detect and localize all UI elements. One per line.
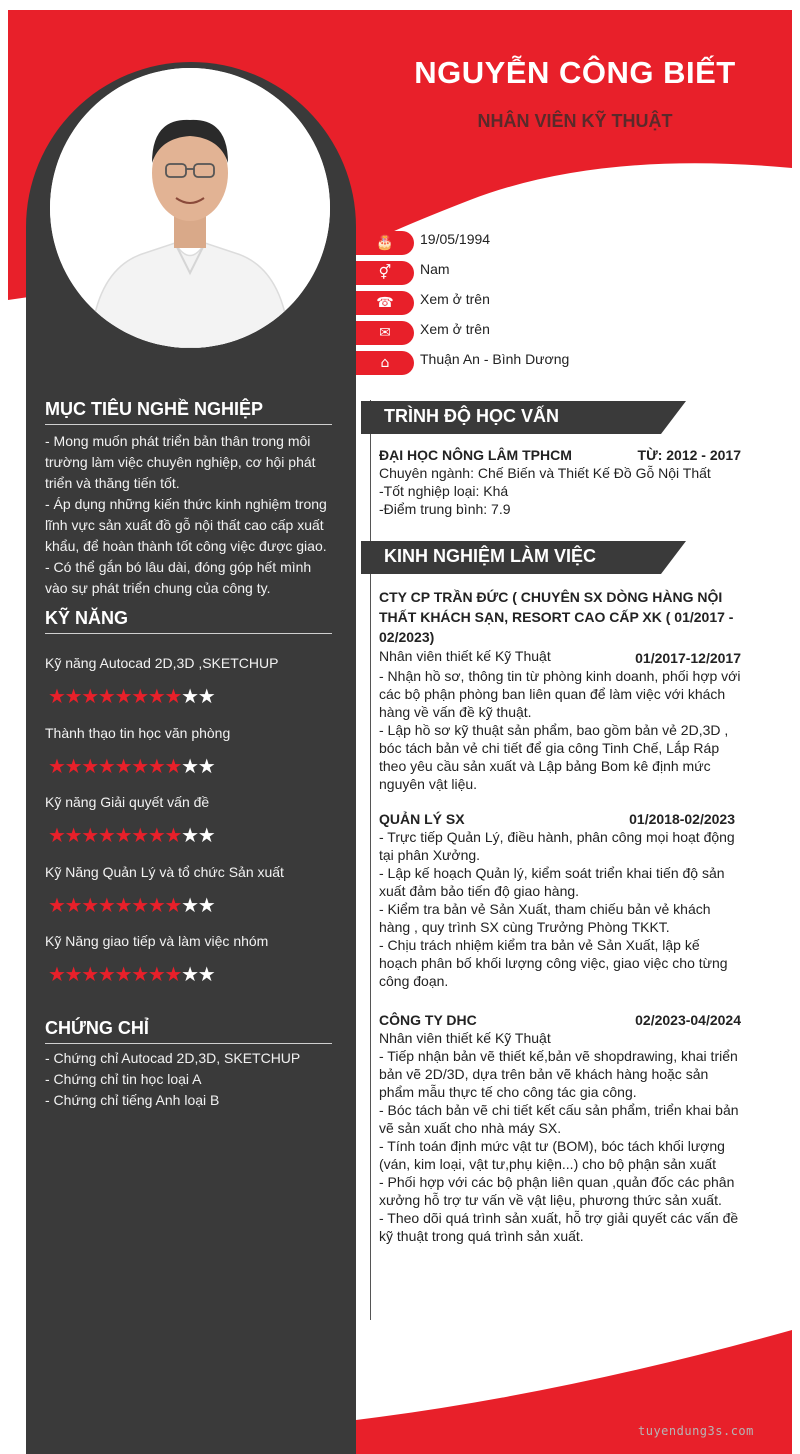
- certificate-item: - Chứng chỉ Autocad 2D,3D, SKETCHUP: [45, 1050, 301, 1066]
- star-filled-icon: ★: [81, 754, 98, 778]
- education-period: TỪ: 2012 - 2017: [637, 447, 741, 463]
- star-filled-icon: ★: [48, 962, 65, 986]
- star-filled-icon: ★: [147, 684, 165, 708]
- job-period: 01/2018-02/2023: [629, 811, 735, 827]
- phone-value: Xem ở trên: [420, 291, 490, 307]
- skill-label: Kỹ năng Autocad 2D,3D ,SKETCHUP: [45, 655, 279, 671]
- star-filled-icon: ★: [114, 962, 132, 986]
- skill-rating: [48, 893, 214, 917]
- star-empty-icon: ★: [181, 893, 198, 917]
- education-banner: [361, 401, 686, 434]
- job-duty: - Lập hồ sơ kỹ thuật sản phẩm, bao gồm bản vẻ 2D,3D , bóc tách bản vẻ chi tiết để gia công Tinh Chế, Lắp Ráp theo yêu cầu sản xuất và Lập bảng Bom kê định mức nguyên vật liệu.: [379, 722, 729, 792]
- star-filled-icon: ★: [97, 684, 115, 708]
- job-duty: - Tiếp nhận bản vẽ thiết kế,bản vẽ shopdrawing, khai triển bản vẽ 2D/3D, dựa trên bản vẽ khách hàng hoặc sản phẩm mẫu thực tế cho công tác gia công.: [379, 1048, 738, 1100]
- skill-label: Kỹ Năng Quản Lý và tổ chức Sản xuất: [45, 864, 284, 880]
- education-heading: TRÌNH ĐỘ HỌC VẤN: [384, 406, 559, 426]
- star-filled-icon: ★: [81, 893, 98, 917]
- skill-rating: [48, 684, 214, 708]
- job-duty: - Lập kế hoạch Quản lý, kiểm soát triển khai tiến độ sản xuất đảm bảo tiến độ giao hàng.: [379, 865, 725, 899]
- star-filled-icon: ★: [114, 754, 132, 778]
- star-filled-icon: ★: [64, 754, 82, 778]
- star-filled-icon: ★: [131, 684, 148, 708]
- education-line: -Điểm trung bình: 7.9: [379, 501, 511, 517]
- experience-banner: [361, 541, 686, 574]
- education-line: -Tốt nghiệp loại: Khá: [379, 483, 509, 499]
- star-empty-icon: ★: [197, 754, 215, 778]
- job-period: 02/2023-04/2024: [635, 1012, 741, 1028]
- star-filled-icon: ★: [147, 962, 165, 986]
- skill-label: Thành thạo tin học văn phòng: [45, 725, 231, 741]
- job-duty: - Theo dõi quá trình sản xuất, hỗ trợ giải quyết các vấn đề kỹ thuật trong quá trình sản xuất.: [379, 1210, 739, 1244]
- star-empty-icon: ★: [197, 823, 215, 847]
- email-icon: ✉: [356, 321, 414, 345]
- gender-value: Nam: [420, 261, 450, 277]
- education-block: [379, 446, 741, 518]
- star-filled-icon: ★: [164, 893, 182, 917]
- star-filled-icon: ★: [131, 754, 148, 778]
- star-empty-icon: ★: [181, 684, 198, 708]
- star-filled-icon: ★: [114, 823, 132, 847]
- star-filled-icon: ★: [81, 684, 98, 708]
- objective-text: [45, 431, 335, 599]
- education-line: Chuyên ngành: Chế Biến và Thiết Kế Đồ Gỗ Nội Thất: [379, 465, 711, 481]
- job-period: 01/2017-12/2017: [635, 650, 741, 666]
- star-filled-icon: ★: [114, 893, 132, 917]
- skill-label: Kỹ năng Giải quyết vấn đề: [45, 794, 210, 810]
- email-value: Xem ở trên: [420, 321, 490, 337]
- star-filled-icon: ★: [64, 684, 82, 708]
- phone-icon: ☎: [356, 291, 414, 315]
- star-empty-icon: ★: [181, 754, 198, 778]
- timeline-line: [370, 400, 371, 1320]
- job-duty: - Nhận hồ sơ, thông tin từ phòng kinh doanh, phối hợp với các bộ phận phòng ban liên quan để làm việc với khách hàng về vấn đề kỹ thuật.: [379, 668, 741, 720]
- company-name: CÔNG TY DHC: [379, 1012, 477, 1028]
- skill-rating: [48, 754, 214, 778]
- objective-line: - Có thể gắn bó lâu dài, đóng góp hết mình vào sự phát triển chung của công ty.: [45, 559, 312, 596]
- job-position: Nhân viên thiết kế Kỹ Thuật: [379, 648, 551, 664]
- profile-photo: [50, 68, 330, 348]
- star-filled-icon: ★: [48, 893, 65, 917]
- gender-icon: ⚥: [356, 261, 414, 285]
- star-filled-icon: ★: [48, 823, 65, 847]
- watermark: tuyendung3s.com: [638, 1424, 754, 1438]
- birthday-cake-icon: 🎂: [356, 231, 414, 255]
- objective-line: - Áp dụng những kiến thức kinh nghiệm trong lĩnh vực sản xuất đồ gỗ nội thất cao cấp xuất khẩu, để hoàn thành tốt công việc được giao.: [45, 496, 327, 554]
- certificates-heading: CHỨNG CHỈ: [45, 1018, 332, 1044]
- star-filled-icon: ★: [81, 823, 98, 847]
- job-entry: [379, 587, 741, 793]
- home-icon: ⌂: [356, 351, 414, 375]
- school-name: ĐẠI HỌC NÔNG LÂM TPHCM: [379, 447, 572, 463]
- job-duty: - Tính toán định mức vật tư (BOM), bóc tách khối lượng (ván, kim loại, vật tư,phụ kiện...) cho bộ phận sản xuất: [379, 1138, 725, 1172]
- job-position: Nhân viên thiết kế Kỹ Thuật: [379, 1030, 551, 1046]
- skill-label: Kỹ Năng giao tiếp và làm việc nhóm: [45, 933, 269, 949]
- star-filled-icon: ★: [114, 684, 132, 708]
- star-filled-icon: ★: [97, 823, 115, 847]
- star-filled-icon: ★: [64, 962, 82, 986]
- star-filled-icon: ★: [164, 754, 182, 778]
- certificate-item: - Chứng chỉ tin học loại A: [45, 1071, 202, 1087]
- company-name: CTY CP TRẦN ĐỨC ( CHUYÊN SX DÒNG HÀNG NỘI THẤT KHÁCH SẠN, RESORT CAO CẤP XK ( 01/2017 - 02/2023): [379, 589, 734, 645]
- star-filled-icon: ★: [164, 962, 182, 986]
- skill-rating: [48, 962, 214, 986]
- certificate-item: - Chứng chỉ tiếng Anh loại B: [45, 1092, 220, 1108]
- star-filled-icon: ★: [147, 823, 165, 847]
- birthday-value: 19/05/1994: [420, 231, 491, 247]
- objective-heading: MỤC TIÊU NGHỀ NGHIỆP: [45, 399, 332, 425]
- star-filled-icon: ★: [97, 754, 115, 778]
- address-value: Thuận An - Bình Dương: [420, 351, 570, 367]
- star-empty-icon: ★: [181, 962, 198, 986]
- candidate-name: NGUYỄN CÔNG BIẾT: [414, 55, 736, 90]
- objective-line: - Mong muốn phát triển bản thân trong môi trường làm việc chuyên nghiệp, cơ hội phát triển và thăng tiến tốt.: [45, 433, 316, 491]
- star-filled-icon: ★: [97, 962, 115, 986]
- skills-heading: KỸ NĂNG: [45, 608, 332, 634]
- star-filled-icon: ★: [164, 684, 182, 708]
- star-filled-icon: ★: [147, 893, 165, 917]
- job-position: QUẢN LÝ SX: [379, 811, 465, 827]
- star-filled-icon: ★: [64, 823, 82, 847]
- star-empty-icon: ★: [181, 823, 198, 847]
- star-empty-icon: ★: [197, 893, 215, 917]
- job-duty: - Kiểm tra bản vẻ Sản Xuất, tham chiếu bản vẻ khách hàng , quy trình SX cùng Trưởng Phòng TKKT.: [379, 901, 711, 935]
- star-empty-icon: ★: [197, 684, 215, 708]
- star-filled-icon: ★: [131, 893, 148, 917]
- job-title: NHÂN VIÊN KỸ THUẬT: [477, 111, 673, 131]
- job-duty: - Trực tiếp Quản Lý, điều hành, phân công mọi hoạt động tại phân Xưởng.: [379, 829, 735, 863]
- star-filled-icon: ★: [48, 684, 65, 708]
- skill-rating: [48, 823, 214, 847]
- star-filled-icon: ★: [131, 962, 148, 986]
- star-filled-icon: ★: [131, 823, 148, 847]
- star-filled-icon: ★: [147, 754, 165, 778]
- job-entry: [379, 810, 735, 990]
- job-entry: [379, 1011, 741, 1245]
- star-empty-icon: ★: [197, 962, 215, 986]
- star-filled-icon: ★: [97, 893, 115, 917]
- star-filled-icon: ★: [164, 823, 182, 847]
- certificates-list: [45, 1048, 300, 1111]
- star-filled-icon: ★: [64, 893, 82, 917]
- job-duty: - Bóc tách bản vẽ chi tiết kết cấu sản phẩm, triển khai bản vẽ sản xuất cho nhà máy SX.: [379, 1102, 739, 1136]
- star-filled-icon: ★: [48, 754, 65, 778]
- job-duty: - Chịu trách nhiệm kiểm tra bản vẻ Sản Xuất, lập kế hoạch phân bố khối lượng công việc, giao việc cho từng công đoạn.: [379, 937, 728, 989]
- star-filled-icon: ★: [81, 962, 98, 986]
- job-duty: - Phối hợp với các bộ phận liên quan ,quản đốc các phân xưởng hỗ trợ tư vấn về vật liệu, phương thức sản xuất.: [379, 1174, 735, 1208]
- experience-heading: KINH NGHIỆM LÀM VIỆC: [384, 546, 597, 566]
